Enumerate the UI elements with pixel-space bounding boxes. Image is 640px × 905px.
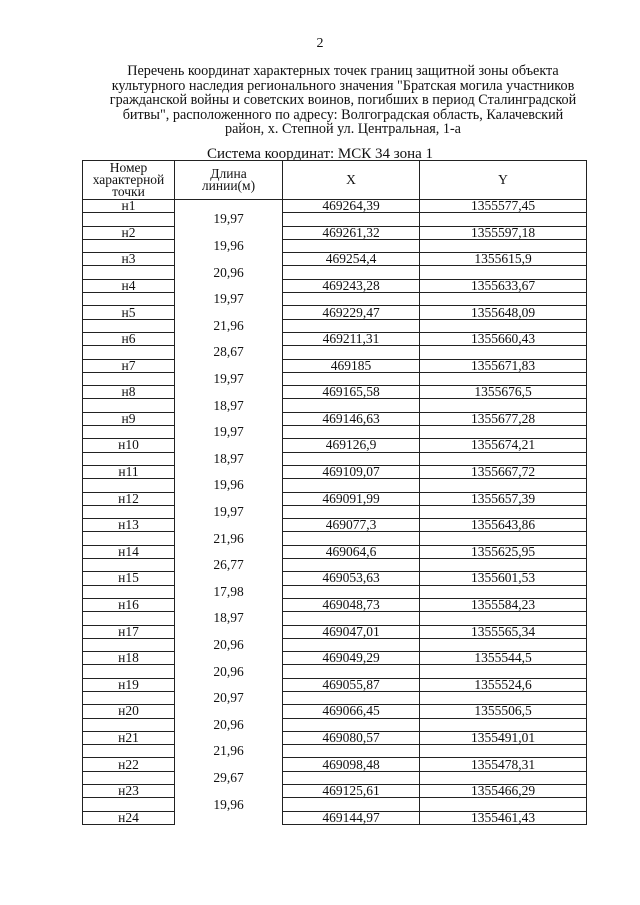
table-row <box>83 572 587 585</box>
point-number-cell: н13 <box>83 519 175 532</box>
y-coordinate-cell: 1355625,95 <box>420 545 587 558</box>
table-row <box>83 412 587 425</box>
title-line: культурного наследия регионального значения "Братская могила участников <box>111 77 575 94</box>
line-length-cell: 20,97 <box>175 691 283 704</box>
title-line: гражданской войны и советских воинов, погибших в период Сталинградской <box>109 92 577 109</box>
line-length-cell: 19,97 <box>175 293 283 306</box>
table-row <box>83 652 587 665</box>
line-length-cell: 20,96 <box>175 665 283 678</box>
x-coordinate-cell: 469185 <box>283 359 420 372</box>
table-row <box>83 332 587 345</box>
table-row <box>83 758 587 771</box>
y-coordinate-cell: 1355544,5 <box>420 652 587 665</box>
point-number-cell <box>83 745 175 758</box>
y-coordinate-cell <box>420 745 587 758</box>
point-number-cell: н16 <box>83 598 175 611</box>
line-length-cell: 19,97 <box>175 213 283 226</box>
table-row <box>83 465 587 478</box>
y-coordinate-cell: 1355643,86 <box>420 519 587 532</box>
y-coordinate-cell: 1355671,83 <box>420 359 587 372</box>
point-number-cell <box>83 293 175 306</box>
title-line: Перечень координат характерных точек границ защитной зоны объекта <box>127 63 559 79</box>
x-coordinate-cell: 469055,87 <box>283 678 420 691</box>
point-number-cell: н21 <box>83 731 175 744</box>
point-number-cell <box>83 612 175 625</box>
y-coordinate-cell: 1355597,18 <box>420 226 587 239</box>
y-coordinate-cell: 1355667,72 <box>420 465 587 478</box>
line-length-cell: 20,96 <box>175 638 283 651</box>
x-coordinate-cell: 469066,45 <box>283 705 420 718</box>
y-coordinate-cell: 1355506,5 <box>420 705 587 718</box>
y-coordinate-cell: 1355601,53 <box>420 572 587 585</box>
line-length-cell: 20,96 <box>175 266 283 279</box>
line-length-cell: 21,96 <box>175 319 283 332</box>
point-number-cell: н14 <box>83 545 175 558</box>
y-coordinate-cell: 1355660,43 <box>420 332 587 345</box>
y-coordinate-cell: 1355657,39 <box>420 492 587 505</box>
segment-row <box>83 293 587 306</box>
y-coordinate-cell <box>420 293 587 306</box>
point-number-cell: н8 <box>83 386 175 399</box>
line-length-cell: 26,77 <box>175 559 283 572</box>
x-coordinate-cell: 469264,39 <box>283 200 420 213</box>
line-length-cell: 19,97 <box>175 505 283 518</box>
header-x: X <box>283 161 420 200</box>
title-line: район, х. Степной ул. Центральная, 1-а <box>225 121 461 138</box>
x-coordinate-cell: 469049,29 <box>283 652 420 665</box>
x-coordinate-cell: 469243,28 <box>283 279 420 292</box>
segment-row <box>83 612 587 625</box>
table-row <box>83 279 587 292</box>
x-coordinate-cell: 469098,48 <box>283 758 420 771</box>
table-row <box>83 226 587 239</box>
x-coordinate-cell: 469077,3 <box>283 519 420 532</box>
x-coordinate-cell: 469053,63 <box>283 572 420 585</box>
header-point-number: Номер характерной точки <box>83 161 175 200</box>
table-row <box>83 731 587 744</box>
x-coordinate-cell: 469254,4 <box>283 253 420 266</box>
point-number-cell: н24 <box>83 811 175 824</box>
point-number-cell: н7 <box>83 359 175 372</box>
title-line: битвы", расположенного по адресу: Волгоградская область, Калачевский <box>122 106 564 123</box>
y-coordinate-cell: 1355674,21 <box>420 439 587 452</box>
line-length-cell: 19,97 <box>175 372 283 385</box>
point-number-cell: н12 <box>83 492 175 505</box>
x-coordinate-cell: 469146,63 <box>283 412 420 425</box>
table-row <box>83 705 587 718</box>
point-number-cell: н20 <box>83 705 175 718</box>
table-row <box>83 306 587 319</box>
table-row <box>83 598 587 611</box>
line-length-cell: 19,96 <box>175 239 283 252</box>
point-number-cell: н17 <box>83 625 175 638</box>
table-row <box>83 519 587 532</box>
line-length-cell: 19,96 <box>175 798 283 811</box>
y-coordinate-cell: 1355461,43 <box>420 811 587 824</box>
point-number-cell: н6 <box>83 332 175 345</box>
y-coordinate-cell <box>420 612 587 625</box>
table-header-row <box>83 161 587 200</box>
table-row <box>83 439 587 452</box>
y-coordinate-cell: 1355584,23 <box>420 598 587 611</box>
coordinate-system-caption: Система координат: МСК 34 зона 1 <box>206 146 434 162</box>
table-row <box>83 359 587 372</box>
table-row <box>83 492 587 505</box>
line-length-cell <box>175 386 283 399</box>
point-number-cell: н4 <box>83 279 175 292</box>
y-coordinate-cell: 1355615,9 <box>420 253 587 266</box>
y-coordinate-cell: 1355491,01 <box>420 731 587 744</box>
line-length-cell: 18,97 <box>175 452 283 465</box>
x-coordinate-cell: 469126,9 <box>283 439 420 452</box>
line-length-cell: 19,96 <box>175 479 283 492</box>
x-coordinate-cell <box>283 293 420 306</box>
x-coordinate-cell: 469211,31 <box>283 332 420 345</box>
table-row <box>83 545 587 558</box>
line-length-cell: 17,98 <box>175 585 283 598</box>
x-coordinate-cell: 469144,97 <box>283 811 420 824</box>
table-row <box>83 785 587 798</box>
x-coordinate-cell <box>283 745 420 758</box>
table-row <box>83 678 587 691</box>
line-length-cell: 19,97 <box>175 426 283 439</box>
y-coordinate-cell: 1355577,45 <box>420 200 587 213</box>
document-title <box>88 64 598 137</box>
point-number-cell: н9 <box>83 412 175 425</box>
line-length-cell <box>175 785 283 798</box>
table-row <box>83 200 587 213</box>
x-coordinate-cell: 469080,57 <box>283 731 420 744</box>
x-coordinate-cell: 469261,32 <box>283 226 420 239</box>
y-coordinate-cell: 1355677,28 <box>420 412 587 425</box>
table-row <box>83 386 587 399</box>
x-coordinate-cell: 469125,61 <box>283 785 420 798</box>
point-number-cell: н2 <box>83 226 175 239</box>
line-length-cell <box>175 253 283 266</box>
y-coordinate-cell: 1355524,6 <box>420 678 587 691</box>
header-y: Y <box>420 161 587 200</box>
line-length-cell: 18,97 <box>175 399 283 412</box>
x-coordinate-cell: 469229,47 <box>283 306 420 319</box>
line-length-cell <box>175 811 283 824</box>
table-row <box>83 811 587 824</box>
segment-row <box>83 745 587 758</box>
y-coordinate-cell: 1355565,34 <box>420 625 587 638</box>
y-coordinate-cell: 1355676,5 <box>420 386 587 399</box>
line-length-cell <box>175 652 283 665</box>
line-length-cell <box>175 519 283 532</box>
y-coordinate-cell: 1355648,09 <box>420 306 587 319</box>
y-coordinate-cell: 1355478,31 <box>420 758 587 771</box>
page-number: 2 <box>316 36 324 51</box>
line-length-cell: 29,67 <box>175 771 283 784</box>
x-coordinate-cell <box>283 612 420 625</box>
line-length-cell: 28,67 <box>175 346 283 359</box>
line-length-cell: 18,97 <box>175 612 283 625</box>
point-number-cell: н23 <box>83 785 175 798</box>
point-number-cell: н22 <box>83 758 175 771</box>
point-number-cell: н5 <box>83 306 175 319</box>
y-coordinate-cell: 1355633,67 <box>420 279 587 292</box>
point-number-cell: н3 <box>83 253 175 266</box>
line-length-cell: 20,96 <box>175 718 283 731</box>
table-row <box>83 253 587 266</box>
x-coordinate-cell: 469109,07 <box>283 465 420 478</box>
coordinates-table <box>82 160 587 825</box>
x-coordinate-cell: 469048,73 <box>283 598 420 611</box>
point-number-cell: н1 <box>83 200 175 213</box>
point-number-cell: н18 <box>83 652 175 665</box>
line-length-cell: 21,96 <box>175 532 283 545</box>
table-row <box>83 625 587 638</box>
x-coordinate-cell: 469064,6 <box>283 545 420 558</box>
table-body <box>83 200 587 825</box>
point-number-cell: н10 <box>83 439 175 452</box>
x-coordinate-cell: 469047,01 <box>283 625 420 638</box>
point-number-cell: н11 <box>83 465 175 478</box>
y-coordinate-cell: 1355466,29 <box>420 785 587 798</box>
x-coordinate-cell: 469165,58 <box>283 386 420 399</box>
line-length-cell: 21,96 <box>175 745 283 758</box>
header-line-length: Длина линии(м) <box>175 161 283 200</box>
point-number-cell: н19 <box>83 678 175 691</box>
x-coordinate-cell: 469091,99 <box>283 492 420 505</box>
point-number-cell: н15 <box>83 572 175 585</box>
